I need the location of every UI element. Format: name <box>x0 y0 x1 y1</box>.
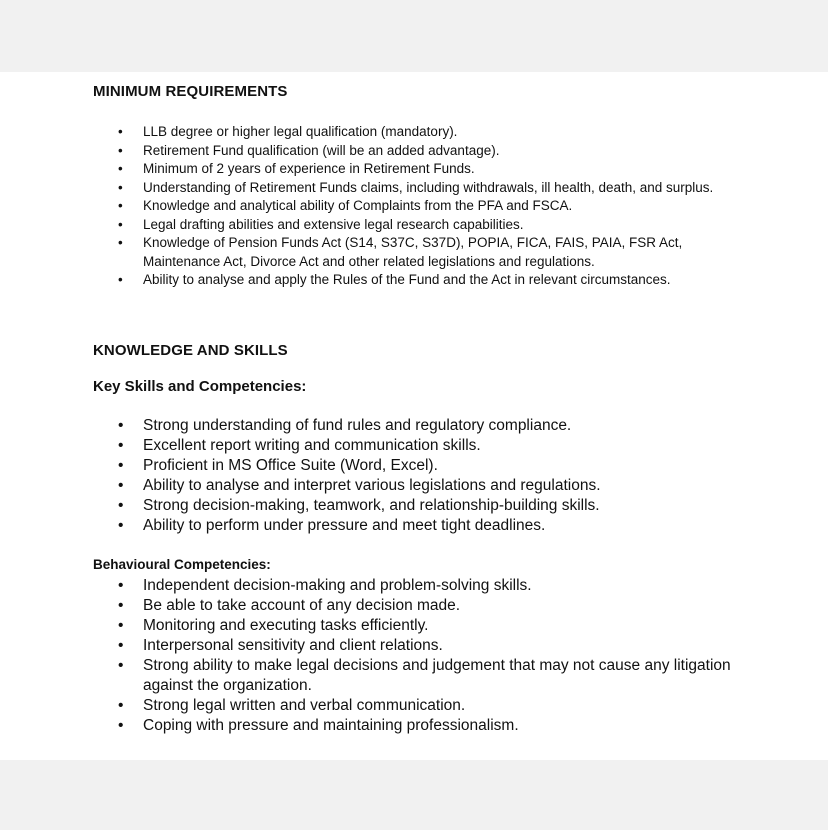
list-item: • Strong ability to make legal decisions and judgement that may not cause any litigation against the organization. <box>93 656 741 696</box>
list-item: • Legal drafting abilities and extensive legal research capabilities. <box>93 216 743 235</box>
list-item: • Ability to analyse and apply the Rules of the Fund and the Act in relevant circumstances. <box>93 271 743 290</box>
list-item: • Ability to perform under pressure and meet tight deadlines. <box>93 516 741 536</box>
document-page <box>0 72 828 760</box>
section-heading-knowledge-skills: KNOWLEDGE AND SKILLS <box>93 342 288 359</box>
list-item: • Monitoring and executing tasks efficiently. <box>93 616 741 636</box>
section-heading-minimum-requirements: MINIMUM REQUIREMENTS <box>93 83 288 100</box>
list-item: • Interpersonal sensitivity and client relations. <box>93 636 741 656</box>
list-item: • Ability to analyse and interpret various legislations and regulations. <box>93 476 741 496</box>
key-skills-list <box>93 416 741 536</box>
behavioural-list <box>93 576 741 736</box>
subheading-key-skills: Key Skills and Competencies: <box>93 378 307 395</box>
list-item: • Proficient in MS Office Suite (Word, Excel). <box>93 456 741 476</box>
subheading-behavioural: Behavioural Competencies: <box>93 557 271 572</box>
list-item: • Strong legal written and verbal communication. <box>93 696 741 716</box>
list-item: • Understanding of Retirement Funds claims, including withdrawals, ill health, death, and surplus. <box>93 179 743 198</box>
list-item: • Excellent report writing and communication skills. <box>93 436 741 456</box>
list-item: • Be able to take account of any decision made. <box>93 596 741 616</box>
list-item: • Strong understanding of fund rules and regulatory compliance. <box>93 416 741 436</box>
list-item: • Coping with pressure and maintaining professionalism. <box>93 716 741 736</box>
list-item: • Minimum of 2 years of experience in Retirement Funds. <box>93 160 743 179</box>
list-item: • Knowledge and analytical ability of Complaints from the PFA and FSCA. <box>93 197 743 216</box>
list-item: • LLB degree or higher legal qualification (mandatory). <box>93 123 743 142</box>
list-item: • Knowledge of Pension Funds Act (S14, S37C, S37D), POPIA, FICA, FAIS, PAIA, FSR Act, Maintenance Act, Divorce Act and other related legislations and regulations. <box>93 234 743 271</box>
list-item: • Strong decision-making, teamwork, and relationship-building skills. <box>93 496 741 516</box>
list-item: • Independent decision-making and problem-solving skills. <box>93 576 741 596</box>
minimum-requirements-list <box>93 123 743 290</box>
list-item: • Retirement Fund qualification (will be an added advantage). <box>93 142 743 161</box>
